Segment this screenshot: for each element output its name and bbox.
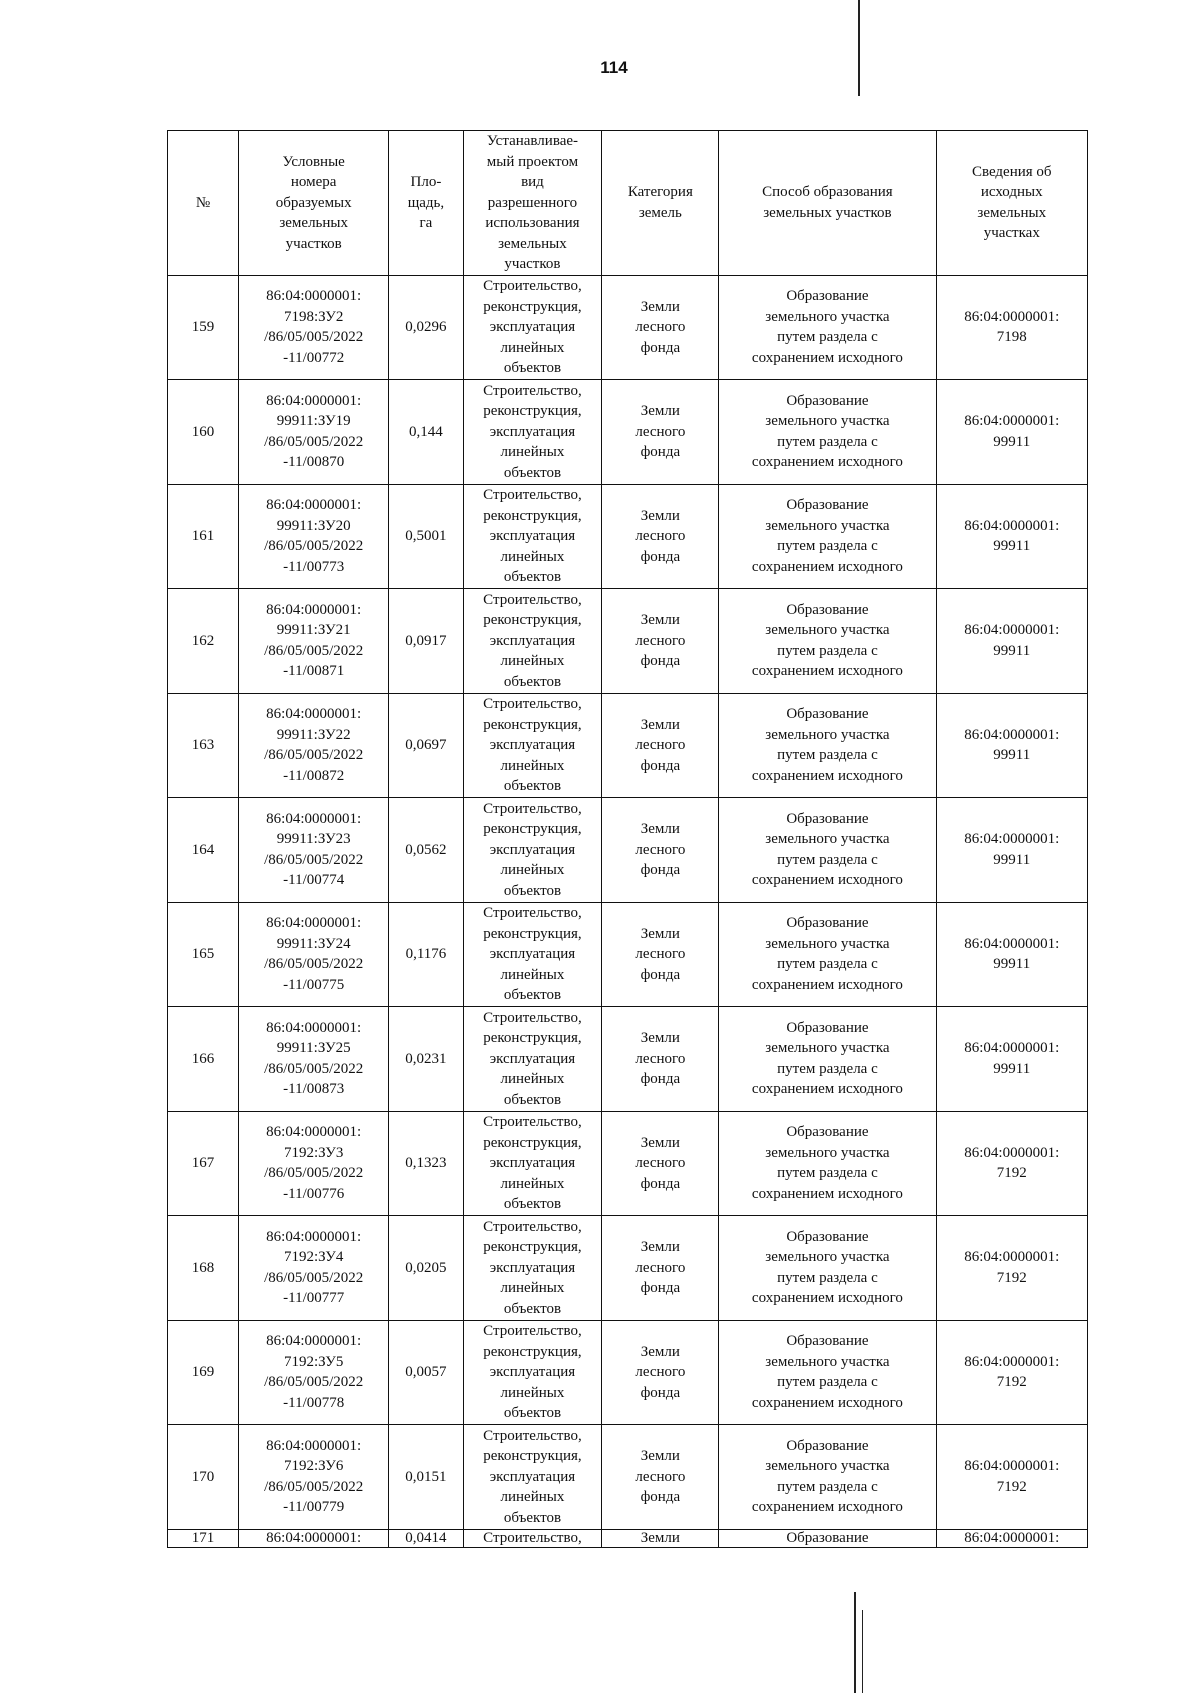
row-number-text: 163 — [191, 737, 215, 753]
cadastral-number — [239, 589, 389, 694]
permitted-use — [463, 1529, 602, 1547]
area-value-text: 0,0917 — [405, 632, 447, 649]
formation-method — [719, 484, 936, 589]
land-category-text: Земли лесного фонда — [635, 507, 686, 565]
area-value — [389, 275, 463, 380]
table-row — [168, 1320, 1088, 1425]
source-plot — [936, 1007, 1087, 1112]
source-plot — [936, 380, 1087, 485]
cadastral-number — [239, 1111, 389, 1216]
source-plot-text: 86:04:0000001: 99911 — [964, 517, 1060, 555]
land-category-text: Земли лесного фонда — [635, 716, 686, 774]
area-value — [389, 1007, 463, 1112]
formation-method — [719, 1111, 936, 1216]
cadastral-number-text: 86:04:0000001: 99911:ЗУ20 /86/05/005/2022 -11/00773 — [264, 497, 364, 575]
cadastral-number-text: 86:04:0000001: — [266, 1530, 362, 1546]
row-number — [168, 1320, 239, 1425]
formation-method-text: Образование земельного участка путем раздела с сохранением исходного — [751, 1228, 903, 1307]
permitted-use — [463, 1111, 602, 1216]
source-plot-text: 86:04:0000001: 7198 — [964, 308, 1060, 346]
header-category-label: Категория земель — [627, 184, 693, 221]
source-plot — [936, 1111, 1087, 1216]
land-category — [602, 693, 719, 798]
permitted-use-text: Строительство, реконструкция, эксплуатация линейных объектов — [483, 278, 582, 376]
cadastral-number — [239, 1320, 389, 1425]
row-number-text: 168 — [191, 1259, 215, 1276]
land-category — [602, 484, 719, 589]
area-value-text: 0,144 — [409, 423, 443, 440]
scan-artifact-line — [858, 0, 860, 96]
cadastral-number-text: 86:04:0000001: 99911:ЗУ23 /86/05/005/2022 -11/00774 — [264, 810, 364, 889]
source-plot-text: 86:04:0000001: 7192 — [964, 1353, 1060, 1391]
land-category — [602, 1111, 719, 1216]
formation-method-text: Образование земельного участка путем раздела с сохранением исходного — [751, 915, 903, 993]
permitted-use — [463, 589, 602, 694]
formation-method-text: Образование земельного участка путем раздела с сохранением исходного — [751, 392, 903, 471]
formation-method — [719, 380, 936, 485]
row-number-text: 170 — [191, 1468, 215, 1485]
area-value — [389, 1111, 463, 1216]
header-method — [719, 131, 936, 276]
area-value-text: 0,0562 — [405, 841, 447, 858]
area-value-text: 0,0414 — [405, 1530, 447, 1546]
header-method-label: Способ образования земельных участков — [762, 184, 893, 221]
area-value-text: 0,0231 — [405, 1050, 447, 1067]
header-cadastral-label: Условные номера образуемых земельных участков — [275, 153, 352, 252]
header-number-label: № — [195, 194, 211, 211]
row-number — [168, 1216, 239, 1321]
permitted-use-text: Строительство, реконструкция, эксплуатация линейных объектов — [483, 1427, 582, 1526]
scan-artifact-line — [862, 1610, 863, 1693]
permitted-use — [463, 902, 602, 1007]
cadastral-number-text: 86:04:0000001: 99911:ЗУ24 /86/05/005/2022 -11/00775 — [264, 915, 364, 993]
area-value — [389, 1320, 463, 1425]
table-row — [168, 1007, 1088, 1112]
header-area — [389, 131, 463, 276]
land-category — [602, 1216, 719, 1321]
source-plot-text: 86:04:0000001: 99911 — [964, 726, 1060, 764]
row-number — [168, 275, 239, 380]
area-value-text: 0,0697 — [405, 737, 447, 753]
formation-method-text: Образование земельного участка путем раздела с сохранением исходного — [751, 1019, 903, 1098]
area-value — [389, 589, 463, 694]
permitted-use — [463, 1425, 602, 1530]
land-plots-table — [167, 130, 1088, 1548]
formation-method-text: Образование земельного участка путем раздела с сохранением исходного — [751, 1333, 903, 1411]
cadastral-number — [239, 693, 389, 798]
area-value — [389, 1529, 463, 1547]
area-value-text: 0,1176 — [405, 946, 447, 962]
permitted-use-text: Строительство, реконструкция, эксплуатация линейных объектов — [483, 1114, 582, 1212]
row-number-text: 164 — [191, 841, 215, 858]
header-use — [463, 131, 602, 276]
table-body — [168, 275, 1088, 1547]
formation-method-text: Образование земельного участка путем раздела с сохранением исходного — [751, 288, 903, 366]
source-plot-text: 86:04:0000001: 99911 — [964, 935, 1060, 973]
area-value-text: 0,1323 — [405, 1155, 447, 1171]
cadastral-number-text: 86:04:0000001: 7198:ЗУ2 /86/05/005/2022 -11/00772 — [264, 288, 364, 366]
cadastral-number — [239, 1216, 389, 1321]
source-plot-text: 86:04:0000001: — [964, 1530, 1060, 1546]
formation-method-text: Образование земельного участка путем раздела с сохранением исходного — [751, 1437, 903, 1516]
land-category — [602, 1320, 719, 1425]
cadastral-number — [239, 484, 389, 589]
row-number-text: 162 — [191, 632, 215, 649]
land-category — [602, 1007, 719, 1112]
land-category-text: Земли лесного фонда — [635, 403, 686, 460]
row-number-text: 171 — [191, 1530, 215, 1546]
cadastral-number — [239, 380, 389, 485]
permitted-use-text: Строительство, реконструкция, эксплуатация линейных объектов — [483, 487, 582, 585]
source-plot — [936, 1216, 1087, 1321]
cadastral-number — [239, 1425, 389, 1530]
header-source — [936, 131, 1087, 276]
source-plot — [936, 484, 1087, 589]
permitted-use — [463, 275, 602, 380]
cadastral-number-text: 86:04:0000001: 7192:ЗУ5 /86/05/005/2022 -11/00778 — [264, 1333, 364, 1411]
table-row — [168, 1529, 1088, 1547]
formation-method — [719, 693, 936, 798]
cadastral-number-text: 86:04:0000001: 99911:ЗУ22 /86/05/005/2022 -11/00872 — [264, 706, 364, 784]
area-value — [389, 693, 463, 798]
row-number-text: 165 — [191, 946, 215, 962]
cadastral-number — [239, 1529, 389, 1547]
scan-artifact-line — [854, 1592, 856, 1693]
cadastral-number-text: 86:04:0000001: 99911:ЗУ19 /86/05/005/2022 -11/00870 — [264, 392, 364, 471]
area-value — [389, 380, 463, 485]
cadastral-number — [239, 275, 389, 380]
formation-method-text: Образование земельного участка путем раздела с сохранением исходного — [751, 497, 903, 575]
formation-method — [719, 1007, 936, 1112]
land-category-text: Земли лесного фонда — [635, 1343, 686, 1401]
cadastral-number-text: 86:04:0000001: 99911:ЗУ21 /86/05/005/2022 -11/00871 — [264, 601, 364, 680]
row-number-text: 169 — [191, 1364, 215, 1380]
permitted-use-text: Строительство, реконструкция, эксплуатация линейных объектов — [483, 382, 582, 481]
permitted-use — [463, 1320, 602, 1425]
permitted-use — [463, 798, 602, 903]
permitted-use — [463, 693, 602, 798]
row-number-text: 161 — [191, 528, 215, 544]
land-category-text: Земли лесного фонда — [635, 1030, 686, 1087]
table-row — [168, 484, 1088, 589]
source-plot-text: 86:04:0000001: 7192 — [964, 1458, 1060, 1495]
permitted-use-text: Строительство, реконструкция, эксплуатация линейных объектов — [483, 591, 582, 690]
land-category-text: Земли лесного фонда — [635, 298, 686, 356]
area-value-text: 0,0151 — [405, 1468, 447, 1485]
permitted-use — [463, 1216, 602, 1321]
cadastral-number — [239, 798, 389, 903]
source-plot-text: 86:04:0000001: 99911 — [964, 622, 1060, 659]
permitted-use — [463, 1007, 602, 1112]
row-number — [168, 1007, 239, 1112]
page-number: 114 — [600, 58, 628, 77]
land-category — [602, 589, 719, 694]
formation-method — [719, 1320, 936, 1425]
formation-method-text: Образование земельного участка путем раздела с сохранением исходного — [751, 706, 903, 784]
source-plot — [936, 1425, 1087, 1530]
formation-method — [719, 589, 936, 694]
land-category-text: Земли лесного фонда — [635, 1239, 686, 1296]
cadastral-number-text: 86:04:0000001: 7192:ЗУ3 /86/05/005/2022 -11/00776 — [264, 1124, 364, 1202]
source-plot — [936, 1529, 1087, 1547]
source-plot-text: 86:04:0000001: 7192 — [964, 1144, 1060, 1182]
formation-method-text: Образование земельного участка путем раздела с сохранением исходного — [751, 601, 903, 680]
land-category — [602, 1529, 719, 1547]
row-number — [168, 902, 239, 1007]
row-number — [168, 693, 239, 798]
land-category-text: Земли лесного фонда — [635, 821, 686, 878]
row-number — [168, 380, 239, 485]
land-category-text: Земли — [640, 1530, 680, 1546]
area-value-text: 0,0296 — [405, 319, 447, 335]
row-number — [168, 798, 239, 903]
row-number — [168, 1425, 239, 1530]
row-number-text: 159 — [191, 319, 215, 335]
cadastral-number-text: 86:04:0000001: 7192:ЗУ6 /86/05/005/2022 -11/00779 — [264, 1437, 364, 1516]
land-category — [602, 798, 719, 903]
table-header-row — [168, 131, 1088, 276]
permitted-use-text: Строительство, реконструкция, эксплуатация линейных объектов — [483, 800, 582, 899]
land-category-text: Земли лесного фонда — [635, 1448, 686, 1505]
land-category — [602, 380, 719, 485]
source-plot — [936, 902, 1087, 1007]
source-plot — [936, 798, 1087, 903]
header-category — [602, 131, 719, 276]
cadastral-number-text: 86:04:0000001: 99911:ЗУ25 /86/05/005/2022 -11/00873 — [264, 1019, 364, 1098]
area-value — [389, 484, 463, 589]
formation-method — [719, 1529, 936, 1547]
permitted-use — [463, 380, 602, 485]
formation-method — [719, 1216, 936, 1321]
source-plot — [936, 693, 1087, 798]
header-source-label: Сведения об исходных земельных участках — [971, 163, 1052, 242]
area-value-text: 0,0057 — [405, 1364, 447, 1380]
land-category-text: Земли лесного фонда — [635, 1134, 686, 1192]
table-row — [168, 902, 1088, 1007]
row-number — [168, 589, 239, 694]
land-category — [602, 902, 719, 1007]
source-plot-text: 86:04:0000001: 7192 — [964, 1249, 1060, 1286]
permitted-use-text: Строительство, реконструкция, эксплуатация линейных объектов — [483, 696, 582, 794]
permitted-use-text: Строительство, реконструкция, эксплуатация линейных объектов — [483, 1009, 582, 1108]
source-plot-text: 86:04:0000001: 99911 — [964, 831, 1060, 868]
formation-method — [719, 798, 936, 903]
header-area-label: Пло- щадь, га — [407, 174, 445, 231]
formation-method — [719, 902, 936, 1007]
source-plot — [936, 1320, 1087, 1425]
land-category-text: Земли лесного фонда — [635, 925, 686, 983]
source-plot-text: 86:04:0000001: 99911 — [964, 1040, 1060, 1077]
land-category-text: Земли лесного фонда — [635, 612, 686, 669]
header-use-label: Устанавливае- мый проектом вид разрешенного использования земельных участков — [485, 133, 580, 272]
table-row — [168, 1216, 1088, 1321]
cadastral-number-text: 86:04:0000001: 7192:ЗУ4 /86/05/005/2022 -11/00777 — [264, 1228, 364, 1307]
permitted-use-text: Строительство, реконструкция, эксплуатация линейных объектов — [483, 1218, 582, 1317]
land-category — [602, 1425, 719, 1530]
land-category — [602, 275, 719, 380]
row-number-text: 167 — [191, 1155, 215, 1171]
area-value — [389, 798, 463, 903]
area-value — [389, 1216, 463, 1321]
permitted-use-text: Строительство, реконструкция, эксплуатация линейных объектов — [483, 905, 582, 1003]
row-number — [168, 1529, 239, 1547]
area-value — [389, 902, 463, 1007]
table-row — [168, 693, 1088, 798]
permitted-use-text: Строительство, реконструкция, эксплуатация линейных объектов — [483, 1323, 582, 1421]
table-row — [168, 798, 1088, 903]
row-number — [168, 1111, 239, 1216]
table-row — [168, 1111, 1088, 1216]
area-value-text: 0,5001 — [405, 528, 447, 544]
source-plot-text: 86:04:0000001: 99911 — [964, 413, 1060, 450]
permitted-use — [463, 484, 602, 589]
formation-method-text: Образование земельного участка путем раздела с сохранением исходного — [751, 810, 903, 889]
header-number — [168, 131, 239, 276]
formation-method-text: Образование — [786, 1530, 869, 1546]
table-row — [168, 380, 1088, 485]
cadastral-number — [239, 902, 389, 1007]
formation-method-text: Образование земельного участка путем раздела с сохранением исходного — [751, 1124, 903, 1202]
area-value-text: 0,0205 — [405, 1259, 447, 1276]
row-number-text: 160 — [191, 423, 215, 440]
formation-method — [719, 275, 936, 380]
row-number — [168, 484, 239, 589]
row-number-text: 166 — [191, 1050, 215, 1067]
cadastral-number — [239, 1007, 389, 1112]
area-value — [389, 1425, 463, 1530]
source-plot — [936, 589, 1087, 694]
permitted-use-text: Строительство, — [483, 1530, 582, 1546]
table-row — [168, 1425, 1088, 1530]
header-cadastral — [239, 131, 389, 276]
table-row — [168, 275, 1088, 380]
source-plot — [936, 275, 1087, 380]
table-row — [168, 589, 1088, 694]
formation-method — [719, 1425, 936, 1530]
